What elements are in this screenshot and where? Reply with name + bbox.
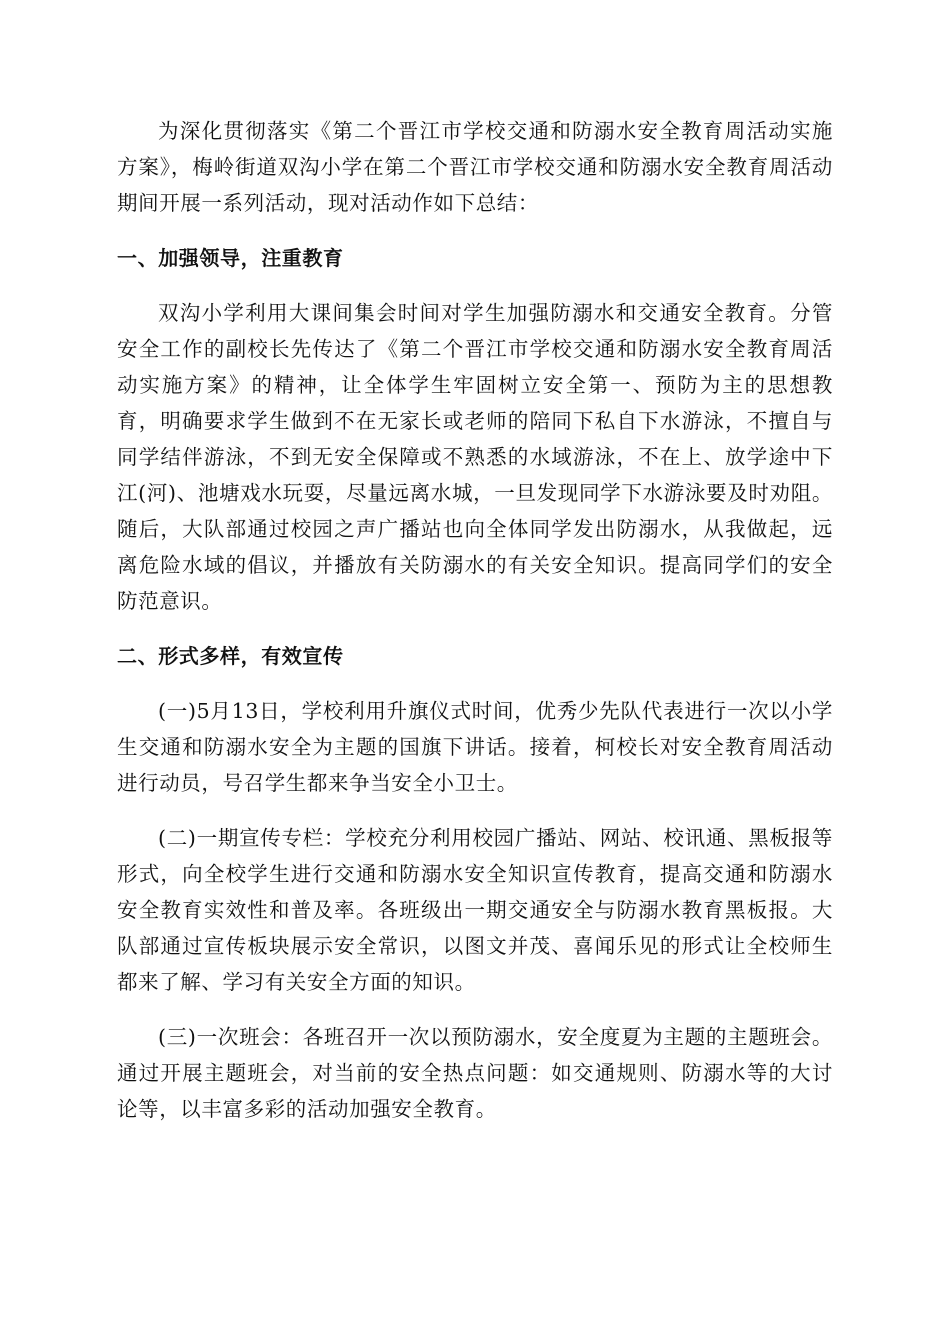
- document-body: [117, 113, 833, 1127]
- section-1-paragraph: 双沟小学利用大课间集会时间对学生加强防溺水和交通安全教育。分管安全工作的副校长先传达了《第二个晋江市学校交通和防溺水安全教育周活动实施方案》的精神，让全体学生牢固树立安全第一、预防为主的思想教育，明确要求学生做到不在无家长或老师的陪同下私自下水游泳，不擅自与同学结伴游泳，不到无安全保障或不熟悉的水域游泳，不在上、放学途中下江(河)、池塘戏水玩耍，尽量远离水城，一旦发现同学下水游泳要及时劝阻。随后，大队部通过校园之声广播站也向全体同学发出防溺水，从我做起，远离危险水域的倡议，并播放有关防溺水的有关安全知识。提高同学们的安全防范意识。: [117, 301, 833, 613]
- section-2-item-3: (三)一次班会：各班召开一次以预防溺水，安全度夏为主题的主题班会。通过开展主题班会，对当前的安全热点问题：如交通规则、防溺水等的大讨论等，以丰富多彩的活动加强安全教育。: [117, 1025, 833, 1121]
- section-heading-2: 二、形式多样，有效宣传: [117, 644, 344, 668]
- spacer: [117, 221, 833, 240]
- spacer: [117, 276, 833, 295]
- spacer: [117, 674, 833, 693]
- intro-paragraph: 为深化贯彻落实《第二个晋江市学校交通和防溺水安全教育周活动实施方案》，梅岭街道双沟小学在第二个晋江市学校交通和防溺水安全教育周活动期间开展一系列活动，现对活动作如下总结：: [117, 119, 833, 215]
- spacer: [117, 801, 833, 820]
- section-2-item-1: (一)5月13日，学校利用升旗仪式时间，优秀少先队代表进行一次以小学生交通和防溺水安全为主题的国旗下讲话。接着，柯校长对安全教育周活动进行动员，号召学生都来争当安全小卫士。: [117, 699, 833, 795]
- section-2-item-2: (二)一期宣传专栏：学校充分利用校园广播站、网站、校讯通、黑板报等形式，向全校学生进行交通和防溺水安全知识宣传教育，提高交通和防溺水安全教育实效性和普及率。各班级出一期交通安全与防溺水教育黑板报。大队部通过宣传板块展示安全常识，以图文并茂、喜闻乐见的形式让全校师生都来了解、学习有关安全方面的知识。: [117, 826, 833, 994]
- spacer: [117, 1000, 833, 1019]
- section-heading-1: 一、加强领导，注重教育: [117, 246, 344, 270]
- spacer: [117, 619, 833, 638]
